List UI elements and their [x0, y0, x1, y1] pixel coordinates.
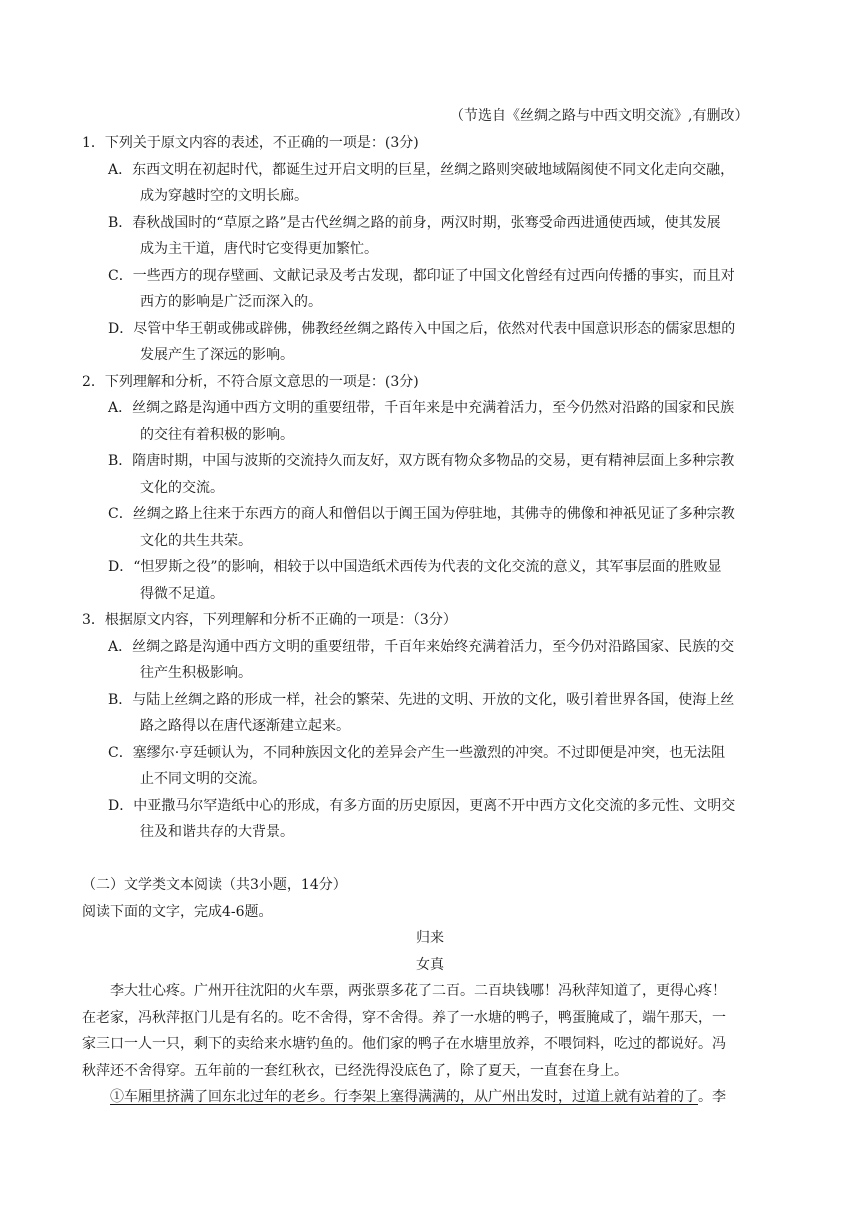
paragraph-2-tail: 。李 — [698, 1089, 726, 1105]
question-2-stem: 2．下列理解和分析，不符合原文意思的一项是：(3分) — [82, 374, 419, 390]
paragraph-2-line1 — [110, 1087, 726, 1107]
story-author: 女真 — [416, 957, 444, 973]
paragraph-1-line4: 秋萍还不舍得穿。五年前的一套红秋衣，已经洗得没底色了，除了夏天，一直套在身上。 — [82, 1063, 628, 1079]
q2-option-c-line1: C．丝绸之路上往来于东西方的商人和僧侣以于阗王国为停驻地，其佛寺的佛像和神祇见证了多种宗教 — [108, 506, 735, 522]
q2-option-b-line2: 文化的交流。 — [140, 480, 224, 496]
q1-option-c-line1: C．一些西方的现存壁画、文献记录及考古发现，都印证了中国文化曾经有过西向传播的事实，而且对 — [108, 268, 735, 284]
q2-option-d-line1: D．“怛罗斯之役”的影响，相较于以中国造纸术西传为代表的文化交流的意义，其军事层面的胜败显 — [108, 559, 722, 575]
q2-option-a-line2: 的交往有着积极的影响。 — [140, 427, 294, 443]
q1-option-a-line1: A．东西文明在初起时代，都诞生过开启文明的巨星，丝绸之路则突破地域隔阂使不同文化走向交融， — [108, 162, 735, 178]
q3-option-a-line2: 往产生积极影响。 — [140, 665, 252, 681]
q2-option-b-line1: B．隋唐时期，中国与波斯的交流持久而友好，双方既有物众多物品的交易，更有精神层面上多种宗教 — [108, 453, 735, 469]
q1-option-b-line1: B．春秋战国时的“草原之路”是古代丝绸之路的前身，两汉时期，张骞受命西进通使西域，使其发展 — [108, 215, 721, 231]
q2-option-a-line1: A．丝绸之路是沟通中西方文明的重要纽带，千百年来是中充满着活力，至今仍然对沿路的国家和民族 — [108, 400, 735, 416]
q3-option-b-line1: B．与陆上丝绸之路的形成一样，社会的繁荣、先进的文明、开放的文化，吸引着世界各国，使海上丝 — [108, 692, 735, 708]
q1-option-d-line2: 发展产生了深远的影响。 — [140, 347, 294, 363]
q2-option-c-line2: 文化的共生共荣。 — [140, 533, 252, 549]
paragraph-1-line3: 家三口一人一只，剩下的卖给来水塘钓鱼的。他们家的鸭子在水塘里放养，不喂饲料，吃过的都说好。冯 — [82, 1036, 726, 1052]
paragraph-1-line1: 李大壮心疼。广州开往沈阳的火车票，两张票多花了二百。二百块钱哪！冯秋萍知道了，更得心疼！ — [110, 983, 726, 999]
question-1-stem: 1．下列关于原文内容的表述，不正确的一项是：(3分) — [82, 135, 419, 151]
q1-option-a-line2: 成为穿越时空的文明长廊。 — [140, 188, 308, 204]
q1-option-b-line2: 成为主干道，唐代时它变得更加繁忙。 — [140, 241, 378, 257]
source-citation: （节选自《丝绸之路与中西文明交流》,有删改） — [450, 108, 749, 124]
q3-option-a-line1: A．丝绸之路是沟通中西方文明的重要纽带，千百年来始终充满着活力，至今仍对沿路国家、民族的交 — [108, 639, 735, 655]
underlined-sentence-1: ①车厢里挤满了回东北过年的老乡。行李架上塞得满满的，从广州出发时，过道上就有站着的了 — [110, 1089, 698, 1105]
story-title: 归来 — [416, 930, 444, 946]
section-instruction: 阅读下面的文字，完成4-6题。 — [82, 904, 273, 920]
q2-option-d-line2: 得微不足道。 — [140, 586, 224, 602]
q3-option-b-line2: 路之路得以在唐代逐渐建立起来。 — [140, 718, 350, 734]
section-heading: （二）文学类文本阅读（共3小题，14分） — [82, 877, 347, 893]
q3-option-d-line1: D．中亚撒马尔罕造纸中心的形成，有多方面的历史原因，更离不开中西方文化交流的多元性、文明交 — [108, 798, 736, 814]
paragraph-1-line2: 在老家，冯秋萍抠门儿是有名的。吃不舍得，穿不舍得。养了一水塘的鸭子，鸭蛋腌咸了，端午那天，一 — [82, 1010, 726, 1026]
question-3-stem: 3．根据原文内容，下列理解和分析不正确的一项是：（3分） — [82, 612, 457, 628]
q3-option-c-line1: C．塞缪尔·亨廷顿认为，不同种族因文化的差异会产生一些激烈的冲突。不过即便是冲突，也无法阻 — [108, 745, 726, 761]
q1-option-d-line1: D．尽管中华王朝或佛或辟佛，佛教经丝绸之路传入中国之后，依然对代表中国意识形态的儒家思想的 — [108, 321, 736, 337]
q1-option-c-line2: 西方的影响是广泛而深入的。 — [140, 294, 322, 310]
q3-option-c-line2: 止不同文明的交流。 — [140, 771, 266, 787]
q3-option-d-line2: 往及和谐共存的大背景。 — [140, 824, 294, 840]
